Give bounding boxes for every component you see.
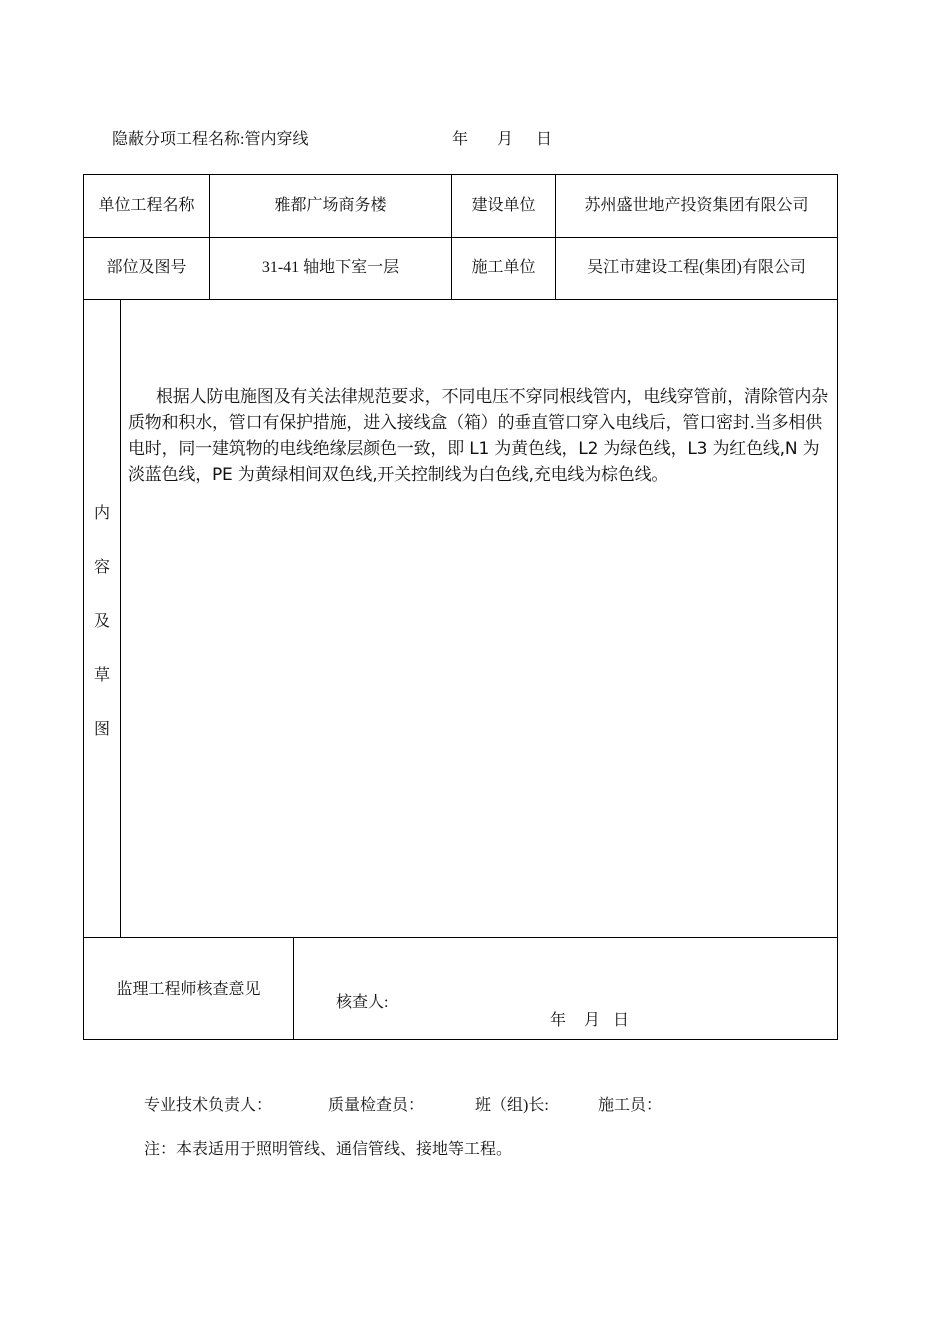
location-value: 31-41 轴地下室一层 — [261, 259, 400, 276]
review-month: 月 — [584, 1012, 601, 1029]
unit-project-value: 雅都广场商务楼 — [274, 197, 387, 214]
tech-lead-signature: 专业技术负责人： — [144, 1097, 273, 1114]
content-label-char: 及 — [93, 613, 110, 630]
header-month: 月 — [497, 131, 514, 148]
form-title: 隐蔽分项工程名称:管内穿线 — [112, 131, 309, 148]
content-label-char: 容 — [93, 559, 110, 576]
footer-note: 注：本表适用于照明管线、通信管线、接地等工程。 — [144, 1141, 513, 1158]
constructor-label: 施工单位 — [471, 259, 536, 276]
quality-inspector-signature: 质量检查员： — [328, 1097, 425, 1114]
header-year: 年 — [452, 131, 469, 148]
content-label-char: 草 — [93, 667, 110, 684]
reviewer-label: 核查人: — [336, 994, 389, 1011]
team-leader-signature: 班（组)长: — [475, 1097, 549, 1114]
content-label-char: 图 — [93, 721, 110, 738]
builder-label: 建设单位 — [471, 197, 536, 214]
content-body: 根据人防电施图及有关法律规范要求，不同电压不穿同根线管内，电线穿管前，清除管内杂质物和积水，管口有保护措施，进入接线盒（箱）的垂直管口穿入电线后，管口密封.当多相供电时，同一建筑物的电线绝缘层颜色一致，即 L1 为黄色线，L2 为绿色线，L3 为红色线,N 为淡蓝色线，PE 为黄绿相间双色线,开关控制线为白色线,充电线为棕色线。 — [128, 387, 828, 485]
builder-value: 苏州盛世地产投资集团有限公司 — [584, 197, 809, 214]
unit-project-label: 单位工程名称 — [98, 197, 195, 214]
location-label: 部位及图号 — [106, 259, 187, 276]
builder-staff-signature: 施工员： — [598, 1097, 663, 1114]
review-year: 年 — [550, 1012, 567, 1029]
header-day: 日 — [536, 131, 553, 148]
content-label-char: 内 — [93, 505, 110, 522]
review-day: 日 — [613, 1012, 630, 1029]
review-label: 监理工程师核查意见 — [116, 981, 261, 998]
constructor-value: 吴江市建设工程(集团)有限公司 — [587, 259, 806, 276]
